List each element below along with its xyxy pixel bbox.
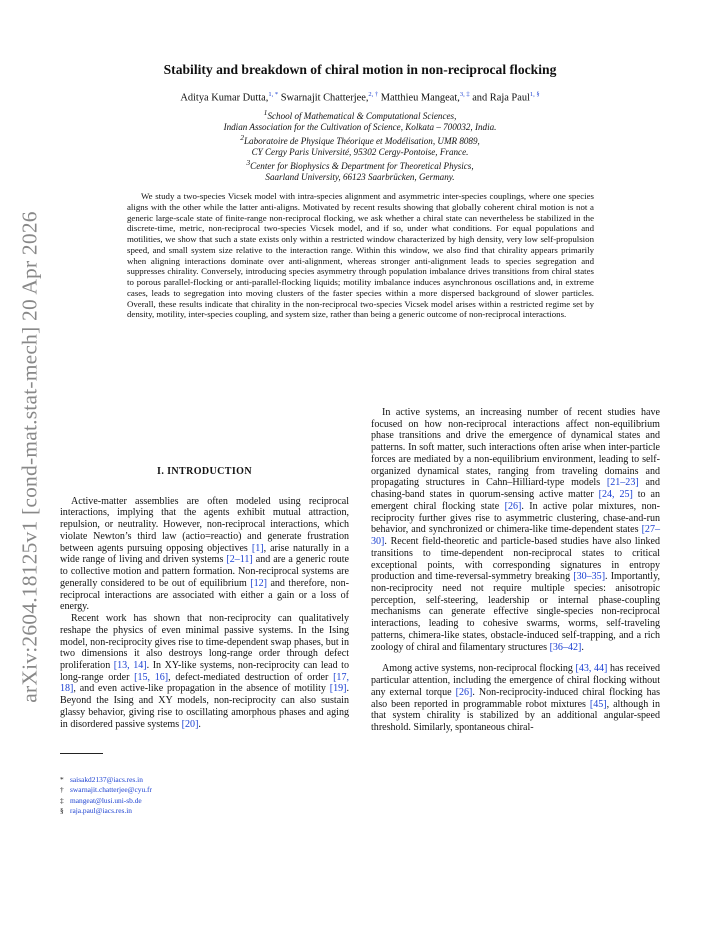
author-affil-mark[interactable]: 1, * (268, 91, 279, 98)
affiliation-line: $^2$Laboratoire de Physique Théorique et Modélisation, UMR 8089, (240, 132, 480, 146)
footnote-item (60, 796, 152, 806)
citation-link[interactable]: [45] (589, 698, 607, 710)
citation-link[interactable]: [17, 18] (60, 671, 349, 695)
footnote-item (60, 775, 152, 785)
footnote-item (60, 806, 152, 816)
footnote-mark: * (60, 775, 64, 784)
affiliation-mark: 1 (263, 108, 268, 117)
arxiv-side-banner (10, 195, 50, 720)
footnotes (60, 775, 152, 816)
author-name: Matthieu Mangeat, (378, 92, 460, 104)
citation-link[interactable]: [19] (329, 683, 347, 695)
citation-link[interactable]: [26] (504, 500, 522, 512)
email-link[interactable]: saisakd2137@iacs.res.in (70, 775, 143, 784)
left-column (60, 466, 349, 730)
citation-link[interactable]: [36–42] (549, 641, 582, 653)
citation-link[interactable]: [43, 44] (575, 663, 608, 675)
paper-title: Stability and breakdown of chiral motion in non-reciprocal flocking (163, 62, 557, 77)
footnote-divider (60, 753, 103, 754)
intro-paragraph: Recent work has shown that non-reciprocity can qualitatively reshape the physics of even minimal passive systems. In the Ising model, non-reciprocity gives rise to time-dependent swap phases, but in two dimensions it also destroys long-range order through defect proliferation [13, 14]. In XY-like systems, non-reciprocity can lead to long-range order [15, 16], defect-mediated destruction of order [17, 18], and even active-like propagation in the absence of motility [19]. Beyond the Ising and XY models, non-reciprocity can also sustain glassy behavior, giving rise to oscillating amorphous phases and aging in disordered passive systems [20]. (60, 613, 349, 730)
section-heading: I. INTRODUCTION (157, 466, 252, 477)
citation-link[interactable]: [12] (250, 577, 268, 589)
right-column (371, 407, 660, 734)
intro-paragraph: In active systems, an increasing number of recent studies have focused on how non-reciprocal interactions affect non-equilibrium phase transitions and drive the emergence of dynamical states and patterns. In soft matter, such interactions often arise when inter-particle forces are mediated by a non-equilibrium environment, leading to self-organized dynamical states, ranging from traveling domains and propagating structures in Cahn–Hilliard-type models [21–23] and chasing-band states in quorum-sensing active matter [24, 25] to an emergent chiral flocking state [26]. In active polar mixtures, non-reciprocity further gives rise to asymmetric clustering, chase-and-run behavior, and synchronized or chimera-like time-dependent states [27–30]. Recent field-theoretic and particle-based studies have also linked transitions to time-dependent non-reciprocal states to critical exceptional points, with corresponding signatures in entropy production and time-reversal-symmetry breaking [30–35]. Importantly, non-reciprocity need not require multiple species: anisotropic perception, self-steering, leadership or internal phase-coupling mechanisms can generate effective single-species non-reciprocal interactions, leading to cohesive swarms, worms, self-traveling patterns, chimera-like states, obstacle-induced self-trapping, and a rich zoology of chiral and filamentary structures [36–42]. (371, 407, 661, 653)
footnote-mark: † (60, 785, 64, 795)
affiliation-line: CY Cergy Paris Université, 95302 Cergy-Pontoise, France. (251, 146, 469, 157)
author-list (60, 91, 660, 103)
citation-link[interactable]: [30–35] (573, 571, 606, 583)
citation-link[interactable]: [27–30] (371, 524, 660, 548)
author-affil-mark[interactable]: 1, § (529, 91, 540, 98)
footnote-item (60, 785, 152, 795)
citation-link[interactable]: [20] (181, 718, 199, 730)
author-affil-mark[interactable]: 2, † (368, 91, 379, 98)
author-affil-mark[interactable]: 3, ‡ (459, 91, 470, 98)
affiliation-line: $^3$Center for Biophysics & Department for Theoretical Physics, (246, 157, 474, 171)
abstract: We study a two-species Vicsek model with intra-species alignment and asymmetric inter-species couplings, where one species aligns with the other while the latter anti-aligns. Motivated by recent results showing that globally coherent chiral motion is not a generic large-scale state of finite-range non-reciprocal flocking, we ask whether a chiral state can nevertheless be stabilized in the discrete-time, metric, non-reciprocal two-species Vicsek model, and if so, under what conditions. For equal populations and motilities, we show that such a state exists only within a restricted window characterized by high density, very low self-propulsion speed, and small system size relative to the interaction range. Within this window, we also find that chirality appears primarily when aligning interactions dominate over anti-alignment, whereas stronger anti-alignment leads to species segregation and suppresses chirality. Conversely, introducing species asymmetry through population imbalance drives transitions from chiral states to porous parallel-flocking or anti-parallel-flocking liquids; motility imbalance induces asynchronous oscillations and, in extreme cases, leads to segregation into moving clusters of the faster species within a more dispersed background of slower particles. Overall, these results indicate that chirality in the non-reciprocal two-species Vicsek model arises within a restricted regime set by density, motility, inter-species coupling, and system size, rather than being a generic outcome of non-reciprocal interactions. (127, 191, 594, 320)
affiliation-mark: 2 (240, 132, 244, 142)
affiliation-line: $^1$School of Mathematical & Computational Sciences, (263, 108, 457, 122)
affiliations (60, 108, 660, 183)
citation-link[interactable]: [1] (251, 542, 264, 554)
citation-link[interactable]: [15, 16] (134, 671, 169, 683)
intro-paragraph: Among active systems, non-reciprocal flocking [43, 44] has received particular attention, including the emergence of chiral flocking without any external torque [26]. Non-reciprocity-induced chiral flocking has also been reported in programmable robot mixtures [45], although in that system chirality is stabilized by an additional angular-speed threshold. Similarly, spontaneous chiral- (371, 663, 661, 734)
citation-link[interactable]: [21–23] (606, 477, 639, 489)
affiliation-line: Indian Association for the Cultivation of Science, Kolkata – 700032, India. (223, 121, 497, 132)
affiliation-line: Saarland University, 66123 Saarbrücken, Germany. (265, 171, 455, 182)
citation-link[interactable]: [24, 25] (598, 489, 633, 501)
footnote-mark: ‡ (60, 795, 64, 805)
email-link[interactable]: swarnajit.chatterjee@cyu.fr (70, 785, 152, 795)
intro-paragraph: Active-matter assemblies are often modeled using reciprocal interactions, implying that the agents exhibit mutual attraction, repulsion, or neutrality. However, non-reciprocal interactions, which violate Newton’s third law (actio=reactio) and generate frustration between agents pursuing opposing objectives [1], arise naturally in a wide range of living and driven systems [2–11] and are a generic route to collective motion and pattern formation. Non-reciprocal systems are generally considered to be out of equilibrium [12] and therefore, non-reciprocal interactions are associated with either a gain or a loss of energy. (60, 495, 350, 613)
email-link[interactable]: mangeat@lusi.uni-sb.de (70, 795, 142, 805)
citation-link[interactable]: [2–11] (226, 554, 253, 566)
affiliation-mark: 3 (246, 157, 251, 167)
citation-link[interactable]: [26] (455, 686, 473, 698)
arxiv-identifier[interactable]: arXiv:2604.18125v1 [cond-mat.stat-mech] 20 Apr 2026 (17, 211, 42, 703)
author-name: and Raja Paul (469, 92, 530, 104)
footnote-mark: § (60, 805, 64, 815)
email-link[interactable]: raja.paul@iacs.res.in (70, 805, 133, 815)
author-name: Aditya Kumar Dutta, (180, 92, 269, 104)
author-name: Swarnajit Chatterjee, (278, 92, 369, 104)
citation-link[interactable]: [13, 14] (113, 660, 147, 672)
